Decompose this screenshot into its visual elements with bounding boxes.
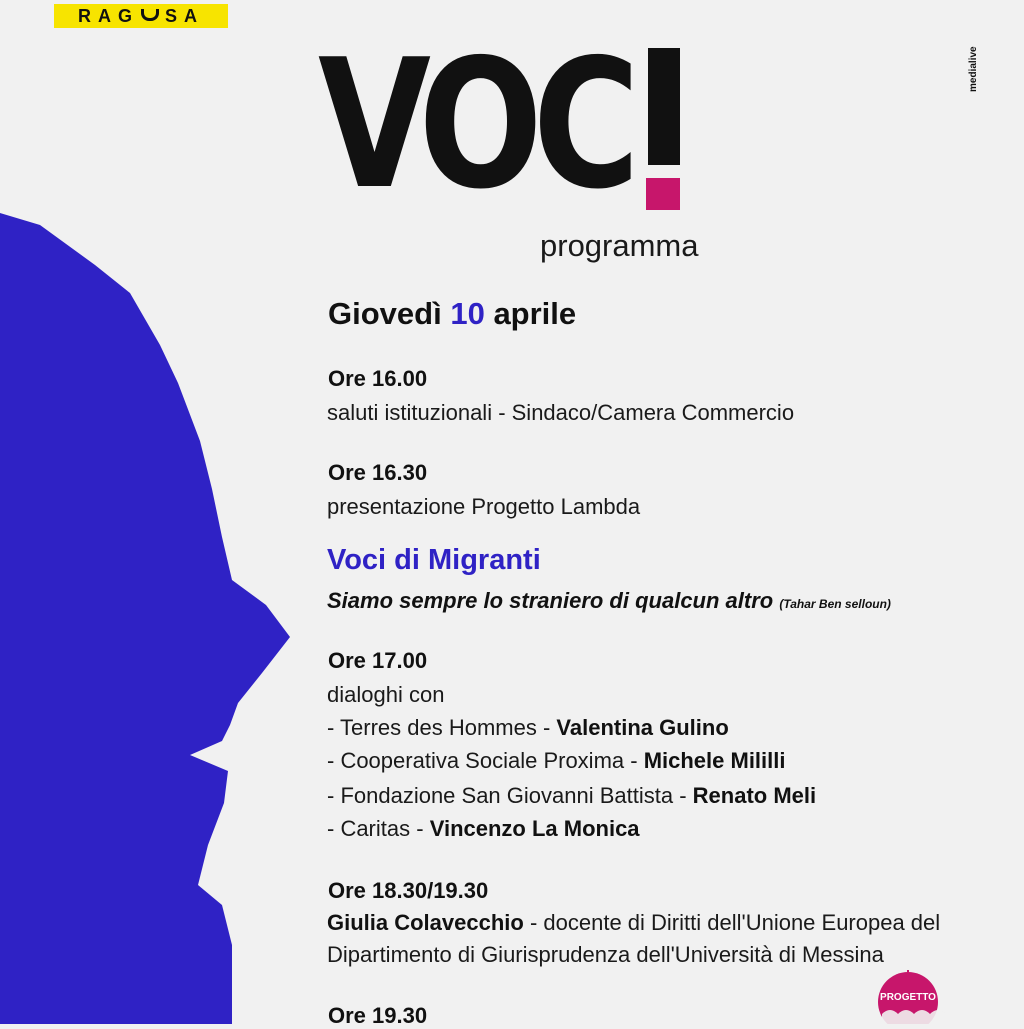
dialogue-entry xyxy=(327,748,786,774)
next-time: Ore 19.30 xyxy=(328,1003,428,1028)
item-time: Ore 16.00 xyxy=(328,366,428,391)
progetto-text: PROGETTO xyxy=(880,992,936,1003)
entry-person: Valentina Gulino xyxy=(556,715,729,740)
date-day: 10 xyxy=(450,296,485,331)
dialogues-intro: dialoghi con xyxy=(327,682,445,707)
dialogue-entry xyxy=(327,816,640,842)
dialogues-time: Ore 17.00 xyxy=(328,648,428,673)
talk-time: Ore 18.30/19.30 xyxy=(328,878,489,903)
ragusa-logo xyxy=(54,4,228,28)
logo-text-right: SA xyxy=(164,5,204,26)
exclamation-bar xyxy=(648,48,680,165)
logo-text-left: RAG xyxy=(77,5,139,26)
talk-line-1 xyxy=(327,910,940,936)
entry-person: Vincenzo La Monica xyxy=(429,816,640,841)
entry-org: - Terres des Hommes - xyxy=(327,715,557,740)
entry-person: Michele Mililli xyxy=(643,748,786,773)
page-subtitle: programma xyxy=(540,228,699,263)
talk-line-2: Dipartimento di Giurisprudenza dell'Università di Messina xyxy=(327,942,884,967)
head-silhouette-icon xyxy=(0,205,300,1024)
entry-org: - Cooperativa Sociale Proxima - xyxy=(327,748,644,773)
exclamation-dot xyxy=(646,178,680,210)
dialogue-entry xyxy=(327,715,729,741)
quote-text: Siamo sempre lo straniero di qualcun altro xyxy=(327,588,774,613)
entry-org: - Caritas - xyxy=(327,816,430,841)
program-date xyxy=(328,296,576,332)
progetto-logo-icon xyxy=(868,970,954,1024)
quote-author: (Tahar Ben selloun) xyxy=(779,597,891,611)
section-quote xyxy=(327,588,891,614)
section-heading: Voci di Migranti xyxy=(327,544,541,576)
item-text: presentazione Progetto Lambda xyxy=(327,494,641,519)
page-title: VOC xyxy=(318,21,631,228)
smile-icon xyxy=(141,9,159,21)
date-weekday: Giovedì xyxy=(328,296,442,331)
dialogue-entry xyxy=(327,783,816,809)
side-label: medialive xyxy=(968,46,979,92)
item-text: saluti istituzionali - Sindaco/Camera Commercio xyxy=(327,400,795,425)
entry-person: Renato Meli xyxy=(692,783,817,808)
entry-org: - Fondazione San Giovanni Battista - xyxy=(327,783,693,808)
talk-speaker: Giulia Colavecchio xyxy=(327,910,524,935)
date-month: aprile xyxy=(493,296,577,331)
item-time: Ore 16.30 xyxy=(328,460,428,485)
talk-role: - docente di Diritti dell'Unione Europea del xyxy=(523,910,941,935)
